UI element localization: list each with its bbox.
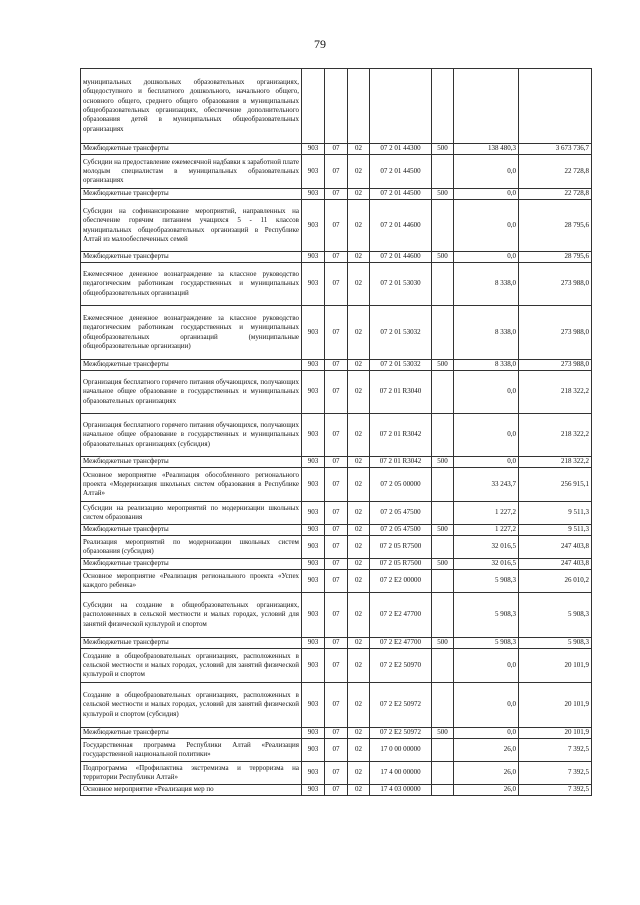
row-section: 07 <box>325 728 348 739</box>
row-amount-1: 0,0 <box>454 414 519 457</box>
row-amount-1: 33 243,7 <box>454 468 519 502</box>
row-ved: 903 <box>302 189 325 200</box>
row-amount-1: 0,0 <box>454 200 519 252</box>
row-name: Межбюджетные трансферты <box>81 144 302 155</box>
row-section: 07 <box>325 762 348 785</box>
table-row <box>81 468 592 502</box>
row-name: Субсидии на предоставление ежемесячной надбавки к заработной плате молодым специалистам в муниципальных образовательных организациях <box>81 155 302 189</box>
table-row <box>81 649 592 683</box>
row-target-article: 07 2 E2 47700 <box>370 638 432 649</box>
row-name: Основное мероприятие «Реализация регионального проекта «Успех каждого ребенка» <box>81 570 302 593</box>
row-subsection: 02 <box>348 638 370 649</box>
row-amount-1: 8 338,0 <box>454 360 519 371</box>
row-target-article: 07 2 05 47500 <box>370 525 432 536</box>
row-section: 07 <box>325 525 348 536</box>
row-target-article: 07 2 01 53032 <box>370 306 432 360</box>
row-amount-2: 20 101,9 <box>519 683 592 728</box>
row-name: Субсидии на создание в общеобразовательных организациях, расположенных в сельской местности и малых городах, условий для занятий физической культурой и спортом <box>81 593 302 638</box>
row-target-article: 07 2 01 44600 <box>370 252 432 263</box>
table-row <box>81 593 592 638</box>
row-ved: 903 <box>302 360 325 371</box>
row-ved: 903 <box>302 468 325 502</box>
row-amount-2: 256 915,1 <box>519 468 592 502</box>
row-amount-2: 22 728,8 <box>519 189 592 200</box>
row-name: Ежемесячное денежное вознаграждение за классное руководство педагогическим работникам государственных и муниципальных общеобразовательных организаций <box>81 263 302 306</box>
row-amount-2: 7 392,5 <box>519 739 592 762</box>
row-ved: 903 <box>302 414 325 457</box>
row-name: Межбюджетные трансферты <box>81 728 302 739</box>
row-ved: 903 <box>302 200 325 252</box>
row-subsection: 02 <box>348 189 370 200</box>
page-number: 79 <box>314 37 326 51</box>
row-expense-type: 500 <box>432 525 454 536</box>
row-amount-1: 0,0 <box>454 252 519 263</box>
row-target-article: 07 2 05 R7500 <box>370 559 432 570</box>
row-section: 07 <box>325 593 348 638</box>
row-target-article: 17 4 03 00000 <box>370 785 432 796</box>
row-section <box>325 69 348 144</box>
row-target-article: 07 2 E2 00000 <box>370 570 432 593</box>
row-amount-2: 22 728,8 <box>519 155 592 189</box>
row-ved: 903 <box>302 683 325 728</box>
row-amount-1: 0,0 <box>454 189 519 200</box>
row-expense-type <box>432 785 454 796</box>
row-amount-1: 5 908,3 <box>454 570 519 593</box>
table-row <box>81 306 592 360</box>
row-section: 07 <box>325 306 348 360</box>
row-amount-2: 218 322,2 <box>519 414 592 457</box>
row-amount-2: 7 392,5 <box>519 785 592 796</box>
row-expense-type <box>432 502 454 525</box>
row-amount-2: 7 392,5 <box>519 762 592 785</box>
row-subsection: 02 <box>348 371 370 414</box>
row-name: Подпрограмма «Профилактика экстремизма и терроризма на территории Республики Алтай» <box>81 762 302 785</box>
row-section: 07 <box>325 683 348 728</box>
table-row <box>81 457 592 468</box>
row-amount-2: 273 988,0 <box>519 306 592 360</box>
row-ved: 903 <box>302 502 325 525</box>
row-amount-1: 0,0 <box>454 155 519 189</box>
table-row <box>81 785 592 796</box>
row-amount-2: 28 795,6 <box>519 252 592 263</box>
row-amount-2: 3 673 736,7 <box>519 144 592 155</box>
row-section: 07 <box>325 785 348 796</box>
row-name: Реализация мероприятий по модернизации школьных систем образования (субсидия) <box>81 536 302 559</box>
row-amount-1: 0,0 <box>454 457 519 468</box>
row-expense-type: 500 <box>432 252 454 263</box>
row-expense-type <box>432 200 454 252</box>
budget-table <box>80 68 592 796</box>
row-name: Ежемесячное денежное вознаграждение за классное руководство педагогическим работникам государственных и муниципальных общеобразовательных организаций (муниципальные общеобразовательные организации) <box>81 306 302 360</box>
row-name: Межбюджетные трансферты <box>81 189 302 200</box>
row-amount-2: 218 322,2 <box>519 457 592 468</box>
row-amount-1: 0,0 <box>454 683 519 728</box>
row-section: 07 <box>325 739 348 762</box>
row-section: 07 <box>325 155 348 189</box>
row-ved: 903 <box>302 536 325 559</box>
row-ved: 903 <box>302 525 325 536</box>
row-section: 07 <box>325 559 348 570</box>
row-amount-2: 20 101,9 <box>519 728 592 739</box>
table-row <box>81 638 592 649</box>
row-subsection: 02 <box>348 252 370 263</box>
row-target-article: 07 2 01 44500 <box>370 189 432 200</box>
row-amount-1: 26,0 <box>454 785 519 796</box>
row-target-article: 07 2 E2 50972 <box>370 683 432 728</box>
table-row <box>81 570 592 593</box>
row-amount-1: 26,0 <box>454 739 519 762</box>
row-section: 07 <box>325 468 348 502</box>
row-subsection: 02 <box>348 502 370 525</box>
table-row <box>81 762 592 785</box>
table-row <box>81 525 592 536</box>
row-ved: 903 <box>302 559 325 570</box>
row-ved: 903 <box>302 457 325 468</box>
row-subsection: 02 <box>348 739 370 762</box>
row-amount-1: 26,0 <box>454 762 519 785</box>
table-row <box>81 371 592 414</box>
row-name: Субсидии на софинансирование мероприятий, направленных на обеспечение горячим питанием учащихся 5 - 11 классов муниципальных общеобразовательных организаций в Республике Алтай из малообеспеченных семей <box>81 200 302 252</box>
row-name: Субсидии на реализацию мероприятий по модернизации школьных систем образования <box>81 502 302 525</box>
row-amount-2: 273 988,0 <box>519 263 592 306</box>
row-target-article: 07 2 E2 50970 <box>370 649 432 683</box>
table-row <box>81 683 592 728</box>
row-ved: 903 <box>302 252 325 263</box>
row-subsection: 02 <box>348 525 370 536</box>
row-expense-type: 500 <box>432 559 454 570</box>
row-subsection: 02 <box>348 306 370 360</box>
row-section: 07 <box>325 638 348 649</box>
row-target-article: 07 2 01 R3042 <box>370 414 432 457</box>
row-name: Создание в общеобразовательных организациях, расположенных в сельской местности и малых городах, условий для занятий физической культурой и спортом <box>81 649 302 683</box>
row-ved: 903 <box>302 570 325 593</box>
row-amount-2: 247 403,8 <box>519 536 592 559</box>
row-target-article: 07 2 01 53032 <box>370 360 432 371</box>
row-amount-1: 1 227,2 <box>454 502 519 525</box>
row-section: 07 <box>325 189 348 200</box>
row-section: 07 <box>325 263 348 306</box>
row-ved: 903 <box>302 739 325 762</box>
row-target-article: 07 2 05 R7500 <box>370 536 432 559</box>
row-amount-2: 9 511,3 <box>519 525 592 536</box>
row-ved: 903 <box>302 649 325 683</box>
row-target-article: 07 2 E2 50972 <box>370 728 432 739</box>
row-section: 07 <box>325 200 348 252</box>
row-name: муниципальных дошкольных образовательных организациях, общедоступного и бесплатного дошкольного, начального общего, основного общего, среднего общего образования в муниципальных общеобразовательных организациях, обеспечение дополнительного образования детей в муниципальных общеобразовательных организациях <box>81 69 302 144</box>
row-ved: 903 <box>302 371 325 414</box>
row-expense-type: 500 <box>432 728 454 739</box>
row-ved: 903 <box>302 263 325 306</box>
row-amount-1: 0,0 <box>454 728 519 739</box>
row-subsection: 02 <box>348 263 370 306</box>
row-target-article: 07 2 01 44300 <box>370 144 432 155</box>
row-target-article: 07 2 01 44500 <box>370 155 432 189</box>
row-amount-1: 5 908,3 <box>454 638 519 649</box>
row-expense-type <box>432 371 454 414</box>
row-subsection <box>348 69 370 144</box>
row-subsection: 02 <box>348 593 370 638</box>
row-amount-2 <box>519 69 592 144</box>
row-amount-1 <box>454 69 519 144</box>
row-expense-type <box>432 649 454 683</box>
row-subsection: 02 <box>348 728 370 739</box>
row-subsection: 02 <box>348 414 370 457</box>
row-subsection: 02 <box>348 457 370 468</box>
row-section: 07 <box>325 414 348 457</box>
row-section: 07 <box>325 144 348 155</box>
row-subsection: 02 <box>348 144 370 155</box>
row-amount-2: 247 403,8 <box>519 559 592 570</box>
row-expense-type: 500 <box>432 457 454 468</box>
row-amount-2: 5 908,3 <box>519 593 592 638</box>
row-name: Организация бесплатного горячего питания обучающихся, получающих начальное общее образование в государственных и муниципальных образовательных организациях (субсидия) <box>81 414 302 457</box>
row-name: Основное мероприятие «Реализация обособленного регионального проекта «Модернизация школьных систем образования в Республике Алтай» <box>81 468 302 502</box>
row-expense-type: 500 <box>432 360 454 371</box>
row-amount-2: 20 101,9 <box>519 649 592 683</box>
table-row <box>81 189 592 200</box>
row-subsection: 02 <box>348 360 370 371</box>
row-target-article: 07 2 05 47500 <box>370 502 432 525</box>
row-expense-type: 500 <box>432 189 454 200</box>
row-amount-2: 26 010,2 <box>519 570 592 593</box>
table-row <box>81 559 592 570</box>
table-row <box>81 263 592 306</box>
row-expense-type <box>432 155 454 189</box>
row-name: Межбюджетные трансферты <box>81 638 302 649</box>
row-amount-2: 5 908,3 <box>519 638 592 649</box>
row-amount-2: 28 795,6 <box>519 200 592 252</box>
row-expense-type: 500 <box>432 144 454 155</box>
row-ved: 903 <box>302 155 325 189</box>
row-section: 07 <box>325 649 348 683</box>
table-row <box>81 252 592 263</box>
row-amount-1: 0,0 <box>454 649 519 683</box>
row-target-article: 07 2 01 R3042 <box>370 457 432 468</box>
table-row <box>81 728 592 739</box>
row-target-article: 07 2 05 00000 <box>370 468 432 502</box>
table-row <box>81 155 592 189</box>
row-subsection: 02 <box>348 559 370 570</box>
row-subsection: 02 <box>348 649 370 683</box>
table-row <box>81 200 592 252</box>
table-row <box>81 739 592 762</box>
table-row <box>81 69 592 144</box>
row-expense-type <box>432 739 454 762</box>
row-subsection: 02 <box>348 785 370 796</box>
row-subsection: 02 <box>348 468 370 502</box>
row-subsection: 02 <box>348 683 370 728</box>
row-section: 07 <box>325 371 348 414</box>
row-target-article: 07 2 01 53030 <box>370 263 432 306</box>
row-name: Межбюджетные трансферты <box>81 457 302 468</box>
row-amount-1: 32 016,5 <box>454 536 519 559</box>
row-amount-1: 5 908,3 <box>454 593 519 638</box>
row-section: 07 <box>325 536 348 559</box>
row-expense-type <box>432 306 454 360</box>
row-expense-type <box>432 468 454 502</box>
row-amount-1: 1 227,2 <box>454 525 519 536</box>
row-ved: 903 <box>302 728 325 739</box>
row-subsection: 02 <box>348 570 370 593</box>
row-subsection: 02 <box>348 200 370 252</box>
row-section: 07 <box>325 457 348 468</box>
row-name: Межбюджетные трансферты <box>81 525 302 536</box>
row-section: 07 <box>325 570 348 593</box>
row-amount-2: 218 322,2 <box>519 371 592 414</box>
row-section: 07 <box>325 502 348 525</box>
row-subsection: 02 <box>348 536 370 559</box>
row-expense-type <box>432 570 454 593</box>
row-name: Межбюджетные трансферты <box>81 559 302 570</box>
row-target-article: 17 0 00 00000 <box>370 739 432 762</box>
row-ved: 903 <box>302 306 325 360</box>
row-section: 07 <box>325 360 348 371</box>
row-target-article: 17 4 00 00000 <box>370 762 432 785</box>
table-row <box>81 502 592 525</box>
row-name: Межбюджетные трансферты <box>81 252 302 263</box>
row-expense-type <box>432 683 454 728</box>
row-ved: 903 <box>302 593 325 638</box>
row-expense-type <box>432 69 454 144</box>
row-name: Основное мероприятие «Реализация мер по <box>81 785 302 796</box>
row-name: Организация бесплатного горячего питания обучающихся, получающих начальное общее образование в государственных и муниципальных образовательных организациях <box>81 371 302 414</box>
table-row <box>81 144 592 155</box>
row-target-article: 07 2 E2 47700 <box>370 593 432 638</box>
row-ved: 903 <box>302 144 325 155</box>
row-name: Межбюджетные трансферты <box>81 360 302 371</box>
row-expense-type <box>432 536 454 559</box>
table-row <box>81 536 592 559</box>
row-target-article <box>370 69 432 144</box>
row-name: Создание в общеобразовательных организациях, расположенных в сельской местности и малых городах, условий для занятий физической культурой и спортом (субсидия) <box>81 683 302 728</box>
row-ved: 903 <box>302 785 325 796</box>
row-amount-1: 8 338,0 <box>454 263 519 306</box>
row-amount-1: 32 016,5 <box>454 559 519 570</box>
row-target-article: 07 2 01 44600 <box>370 200 432 252</box>
row-ved: 903 <box>302 762 325 785</box>
row-expense-type <box>432 762 454 785</box>
row-expense-type <box>432 263 454 306</box>
row-expense-type: 500 <box>432 638 454 649</box>
row-target-article: 07 2 01 R3040 <box>370 371 432 414</box>
table-row <box>81 360 592 371</box>
row-amount-1: 0,0 <box>454 371 519 414</box>
row-expense-type <box>432 593 454 638</box>
row-amount-1: 8 338,0 <box>454 306 519 360</box>
row-ved <box>302 69 325 144</box>
row-subsection: 02 <box>348 762 370 785</box>
row-amount-1: 138 480,3 <box>454 144 519 155</box>
row-ved: 903 <box>302 638 325 649</box>
row-amount-2: 273 988,0 <box>519 360 592 371</box>
row-amount-2: 9 511,3 <box>519 502 592 525</box>
row-expense-type <box>432 414 454 457</box>
table-row <box>81 414 592 457</box>
row-section: 07 <box>325 252 348 263</box>
row-subsection: 02 <box>348 155 370 189</box>
row-name: Государственная программа Республики Алтай «Реализация государственной национальной политики» <box>81 739 302 762</box>
